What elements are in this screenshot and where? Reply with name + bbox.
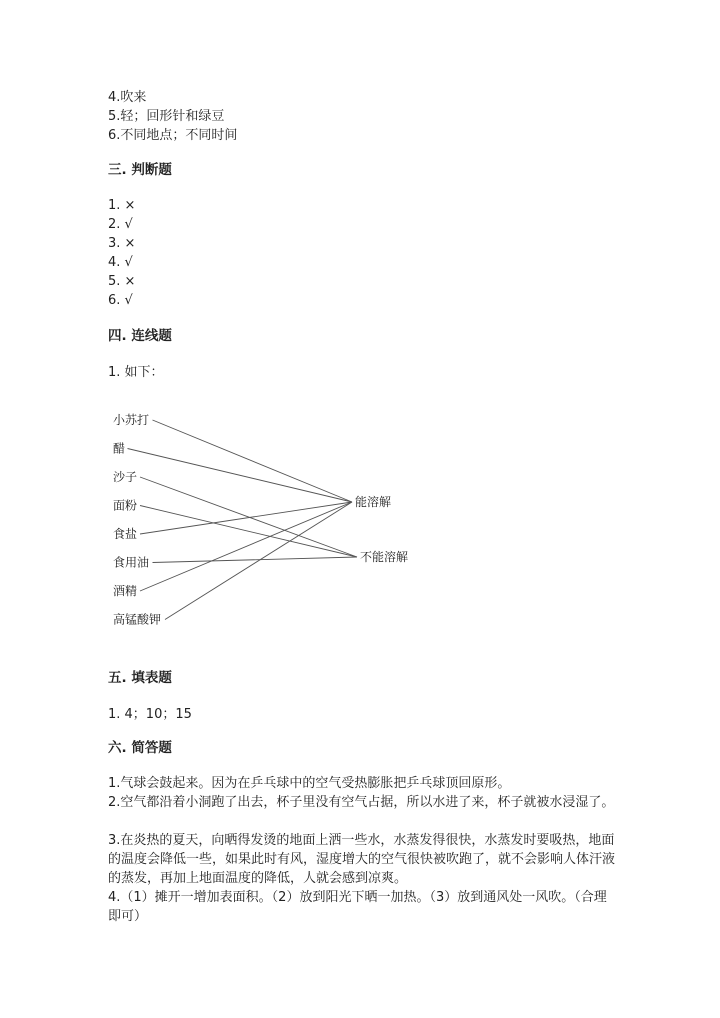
section-heading: 三. 判断题 [108, 162, 172, 178]
matching-line [153, 420, 353, 502]
matching-line [128, 449, 353, 503]
judgement-item: 2. √ [108, 217, 133, 232]
judgement-item: 6. √ [108, 293, 133, 308]
answer-line: 6.不同地点；不同时间 [108, 128, 238, 143]
section-heading: 四. 连线题 [108, 328, 172, 344]
judgement-item: 4. √ [108, 255, 133, 270]
matching-right-item: 不能溶解 [360, 550, 409, 564]
matching-line [140, 502, 352, 591]
matching-left-item: 醋 [113, 441, 126, 456]
judgement-item: 3. × [108, 236, 136, 251]
fill-table-answer: 1. 4；10；15 [108, 707, 192, 722]
matching-left-item: 沙子 [113, 470, 138, 484]
answer-line: 5.轻；回形针和绿豆 [108, 109, 225, 124]
short-answer: 1.气球会鼓起来。因为在乒乓球中的空气受热膨胀把乒乓球顶回原形。 [108, 776, 511, 791]
matching-line [153, 557, 358, 563]
answer-line: 4.吹来 [108, 90, 147, 105]
judgement-item: 5. × [108, 274, 136, 289]
matching-left-item: 食用油 [113, 555, 150, 570]
short-answer: 4.（1）摊开一增加表面积。（2）放到阳光下晒一加热。（3）放到通风处一风吹。（合理即可） [108, 890, 607, 924]
matching-left-item: 高锰酸钾 [113, 612, 162, 627]
matching-left-item: 小苏打 [113, 413, 150, 427]
short-answer: 3.在炎热的夏天，向晒得发烫的地面上洒一些水，水蒸发得很快，水蒸发时要吸热，地面的温度会降低一些，如果此时有风，湿度增大的空气很快被吹跑了，就不会影响人体汗液的蒸发，再加上地面温度的降低，人就会感到凉爽。 [108, 833, 616, 886]
matching-left-item: 面粉 [113, 498, 138, 513]
matching-right-item: 能溶解 [355, 495, 392, 509]
short-answer: 2.空气都沿着小洞跑了出去，杯子里没有空气占据，所以水进了来，杯子就被水浸湿了。 [108, 795, 615, 810]
judgement-item: 1. × [108, 198, 136, 213]
matching-line [140, 502, 352, 534]
matching-intro: 1. 如下： [108, 365, 164, 380]
section-heading: 六. 简答题 [108, 740, 172, 756]
matching-line [165, 502, 352, 620]
matching-left-item: 酒精 [113, 584, 138, 598]
matching-left-item: 食盐 [113, 527, 138, 541]
section-heading: 五. 填表题 [108, 670, 172, 686]
